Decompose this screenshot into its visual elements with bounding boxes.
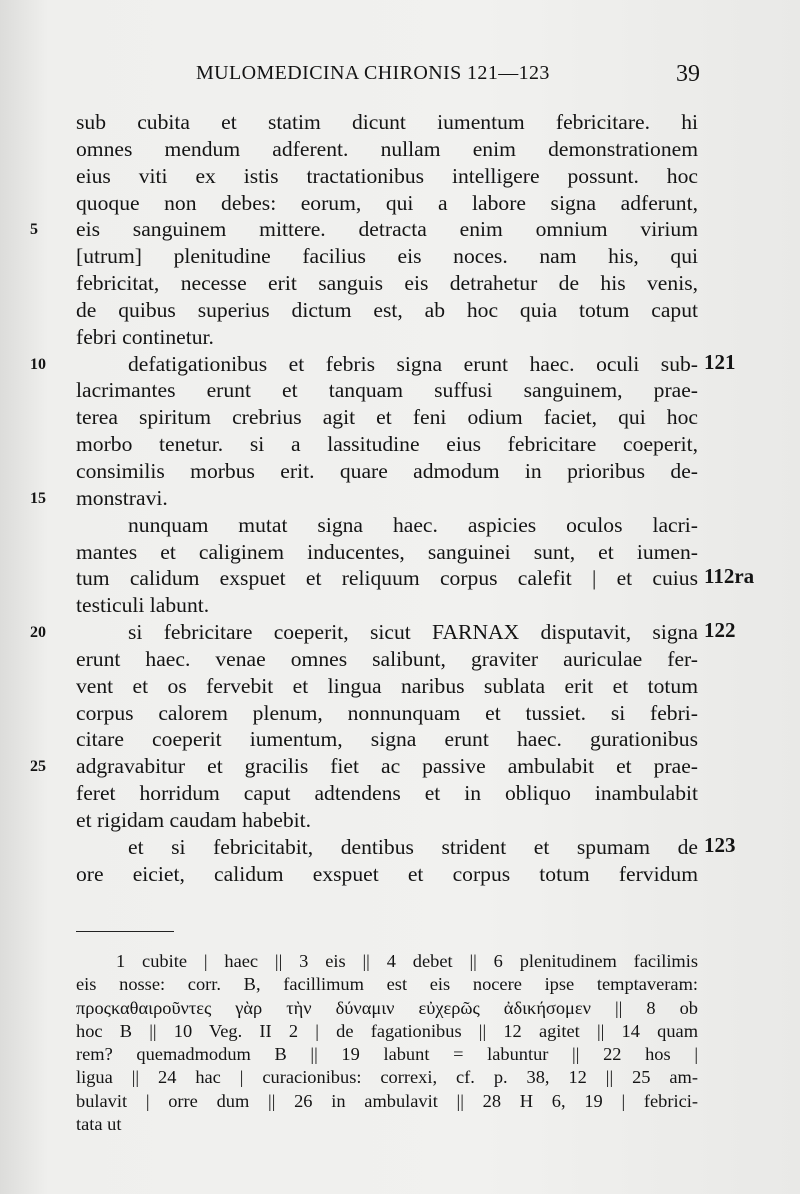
- text-line: [76, 700, 698, 727]
- text-line: [76, 458, 698, 485]
- line-text: et si febricitabit, dentibus strident et spumam de: [128, 834, 698, 859]
- line-text: vent et os fervebit et lingua naribus sublata erit et totum: [76, 673, 698, 698]
- running-title: MULOMEDICINA CHIRONIS 121—123: [196, 62, 550, 84]
- line-text: et rigidam caudam habebit.: [76, 807, 312, 832]
- text-line: [76, 646, 698, 673]
- footnote-line: tata ut: [76, 1114, 122, 1135]
- line-text: febricitat, necesse erit sanguis eis detrahetur de his venis,: [76, 271, 698, 296]
- text-line: [76, 324, 698, 351]
- footnote-line: προςκαθαιροῦντες γὰρ τὴν δύναμιν εὐχερῶς ἀδικήσομεν || 8 ob: [76, 997, 698, 1018]
- footnote-line: eis nosse: corr. B, facillimum est eis nocere ipse temptaveram:: [76, 974, 698, 995]
- line-text: consimilis morbus erit. quare admodum in prioribus de-: [76, 458, 698, 483]
- line-text: eius viti ex istis tractationibus intelligere possunt. hoc: [76, 163, 698, 188]
- line-text: tum calidum exspuet et reliquum corpus calefit | et cuius: [76, 566, 698, 591]
- line-number: 25: [30, 758, 46, 776]
- text-line: [76, 163, 698, 190]
- line-text: defatigationibus et febris signa erunt haec. oculi sub-: [128, 351, 698, 376]
- text-line: [76, 539, 698, 566]
- line-text: testiculi labunt.: [76, 593, 210, 618]
- line-text: nunquam mutat signa haec. aspicies oculos lacri-: [128, 512, 698, 537]
- page-number: 39: [676, 61, 700, 87]
- section-number: 112ra: [704, 564, 755, 589]
- line-text: feret horridum caput adtendens et in obliquo inambulabit: [76, 781, 698, 806]
- text-line: [76, 726, 698, 753]
- text-line: [76, 564, 755, 592]
- text-line: [76, 270, 698, 297]
- line-text: adgravabitur et gracilis fiet ac passive ambulabit et prae-: [76, 754, 698, 779]
- line-text: febri continetur.: [76, 324, 214, 349]
- text-line: [76, 780, 698, 807]
- line-text: omnes mendum adferent. nullam enim demonstrationem: [76, 136, 698, 161]
- line-text: de quibus superius dictum est, ab hoc quia totum caput: [76, 297, 698, 322]
- text-line: [76, 109, 698, 136]
- footnote-line: 1 cubite | haec || 3 eis || 4 debet || 6 plenitudinem facilimis: [116, 951, 698, 971]
- text-line: [76, 243, 698, 270]
- line-text: si febricitare coeperit, sicut FARNAX disputavit, signa: [128, 620, 698, 645]
- line-number: 10: [30, 355, 46, 373]
- line-text: monstravi.: [76, 485, 168, 510]
- line-number: 5: [30, 221, 38, 239]
- line-number: 20: [30, 624, 46, 642]
- line-text: ore eiciet, calidum exspuet et corpus totum fervidum: [76, 861, 698, 886]
- text-line: [76, 297, 698, 324]
- text-line: [76, 377, 698, 404]
- footnote-line: bulavit | orre dum || 26 in ambulavit || 28 H 6, 19 | febrici-: [76, 1090, 698, 1111]
- text-line: [30, 349, 736, 378]
- line-text: corpus calorem plenum, nonnunquam et tussiet. si febri-: [76, 700, 698, 725]
- section-number: 121: [704, 349, 736, 374]
- text-line: [76, 861, 698, 888]
- line-text: sub cubita et statim dicunt iumentum febricitare. hi: [76, 110, 698, 134]
- line-text: mantes et caliginem inducentes, sanguinei sunt, et iumen-: [76, 539, 698, 564]
- line-text: morbo tenetur. si a lassitudine eius febricitare coeperit,: [76, 432, 698, 457]
- text-line: [30, 216, 698, 243]
- text-line: [76, 404, 698, 431]
- text-line: [76, 431, 698, 458]
- text-line: [76, 190, 698, 217]
- line-text: citare coeperit iumentum, signa erunt haec. gurationibus: [76, 727, 698, 752]
- text-line: [30, 753, 698, 780]
- footnote-line: ligua || 24 hac | curacionibus: correxi, cf. p. 38, 12 || 25 am-: [76, 1067, 698, 1088]
- footnote-rule: [76, 931, 174, 932]
- text-line: [76, 673, 698, 700]
- text-line: [30, 485, 698, 512]
- line-text: eis sanguinem mittere. detracta enim omnium virium: [76, 217, 698, 242]
- main-text: [30, 109, 755, 887]
- line-text: erunt haec. venae omnes salibunt, graviter auriculae fer-: [76, 646, 698, 671]
- section-number: 123: [704, 832, 736, 857]
- section-number: 122: [704, 618, 736, 643]
- text-line: [76, 512, 698, 539]
- line-number: 15: [30, 489, 46, 507]
- text-line: [30, 618, 736, 646]
- line-text: lacrimantes erunt et tanquam suffusi sanguinem, prae-: [76, 378, 698, 403]
- text-line: [76, 592, 698, 619]
- critical-apparatus: [76, 950, 698, 1136]
- text-line: [76, 832, 736, 861]
- text-line: [76, 807, 698, 834]
- line-text: quoque non debes: eorum, qui a labore signa adferunt,: [76, 190, 698, 215]
- line-text: terea spiritum crebrius agit et feni odium faciet, qui hoc: [76, 405, 698, 430]
- text-line: [76, 136, 698, 163]
- page-header: [196, 62, 700, 92]
- footnote-line: rem? quemadmodum B || 19 labunt = labuntur || 22 hos |: [76, 1044, 698, 1065]
- line-text: [utrum] plenitudine facilius eis noces. nam his, qui: [76, 244, 698, 269]
- footnote-line: hoc B || 10 Veg. II 2 | de fagationibus || 12 agitet || 14 quam: [76, 1020, 698, 1041]
